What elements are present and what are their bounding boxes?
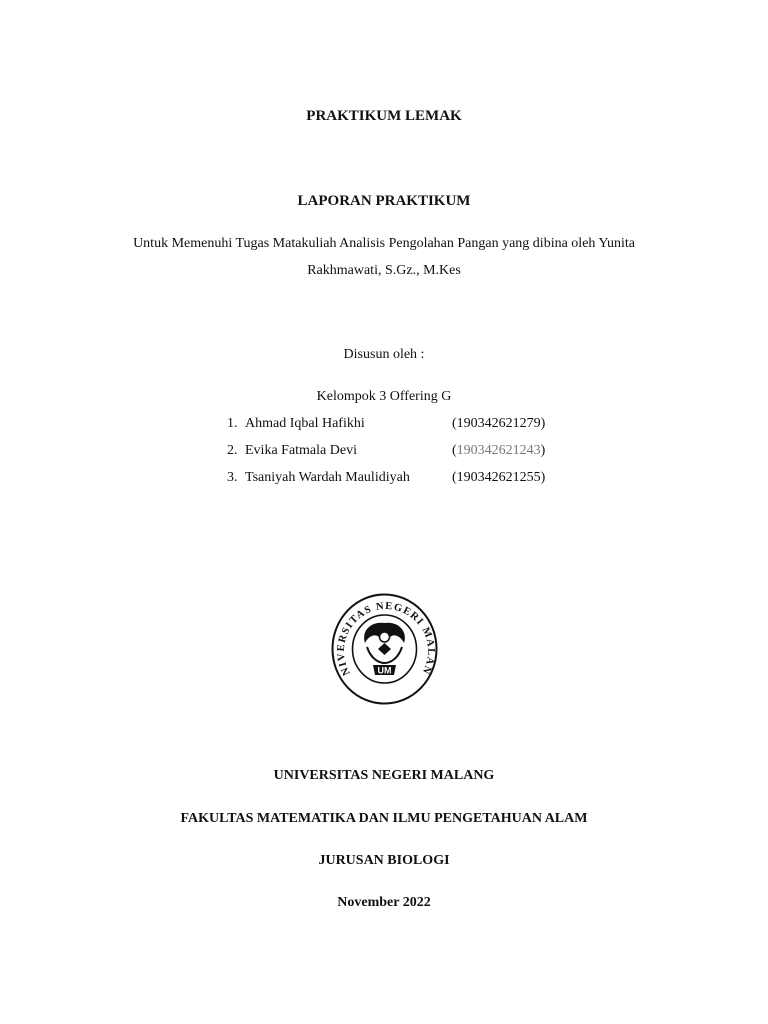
- group-label: Kelompok 3 Offering G: [316, 389, 452, 404]
- member-number: 1.: [227, 416, 238, 431]
- member-row: [0, 416, 768, 436]
- member-number: 3.: [227, 470, 238, 485]
- purpose-line-2: Rakhmawati, S.Gz., M.Kes: [307, 263, 461, 278]
- faculty-name: FAKULTAS MATEMATIKA DAN ILMU PENGETAHUAN ALAM: [180, 811, 588, 826]
- member-name: Ahmad Iqbal Hafikhi: [245, 416, 365, 431]
- report-type: LAPORAN PRAKTIKUM: [297, 193, 471, 209]
- member-name: Evika Fatmala Devi: [245, 443, 357, 458]
- member-nim: (190342621255): [452, 470, 546, 485]
- svg-text:UM: UM: [377, 665, 392, 676]
- member-row: [0, 443, 768, 463]
- member-nim: (190342621243): [452, 443, 546, 458]
- report-title: PRAKTIKUM LEMAK: [306, 108, 462, 124]
- member-number: 2.: [227, 443, 238, 458]
- member-row: [0, 470, 768, 490]
- compiled-by-label: Disusun oleh :: [343, 347, 425, 362]
- member-nim: (190342621279): [452, 416, 546, 431]
- purpose-line-1: Untuk Memenuhi Tugas Matakuliah Analisis Pengolahan Pangan yang dibina oleh Yunita: [133, 236, 635, 251]
- university-seal-icon: [331, 593, 438, 705]
- report-date: November 2022: [337, 895, 431, 910]
- svg-text:UNIVERSITAS NEGERI MALANG: NIVERSITAS NEGERI MALAN: [335, 600, 437, 677]
- member-name: Tsaniyah Wardah Maulidiyah: [245, 470, 410, 485]
- university-name: UNIVERSITAS NEGERI MALANG: [273, 768, 495, 783]
- department-name: JURUSAN BIOLOGI: [318, 853, 450, 868]
